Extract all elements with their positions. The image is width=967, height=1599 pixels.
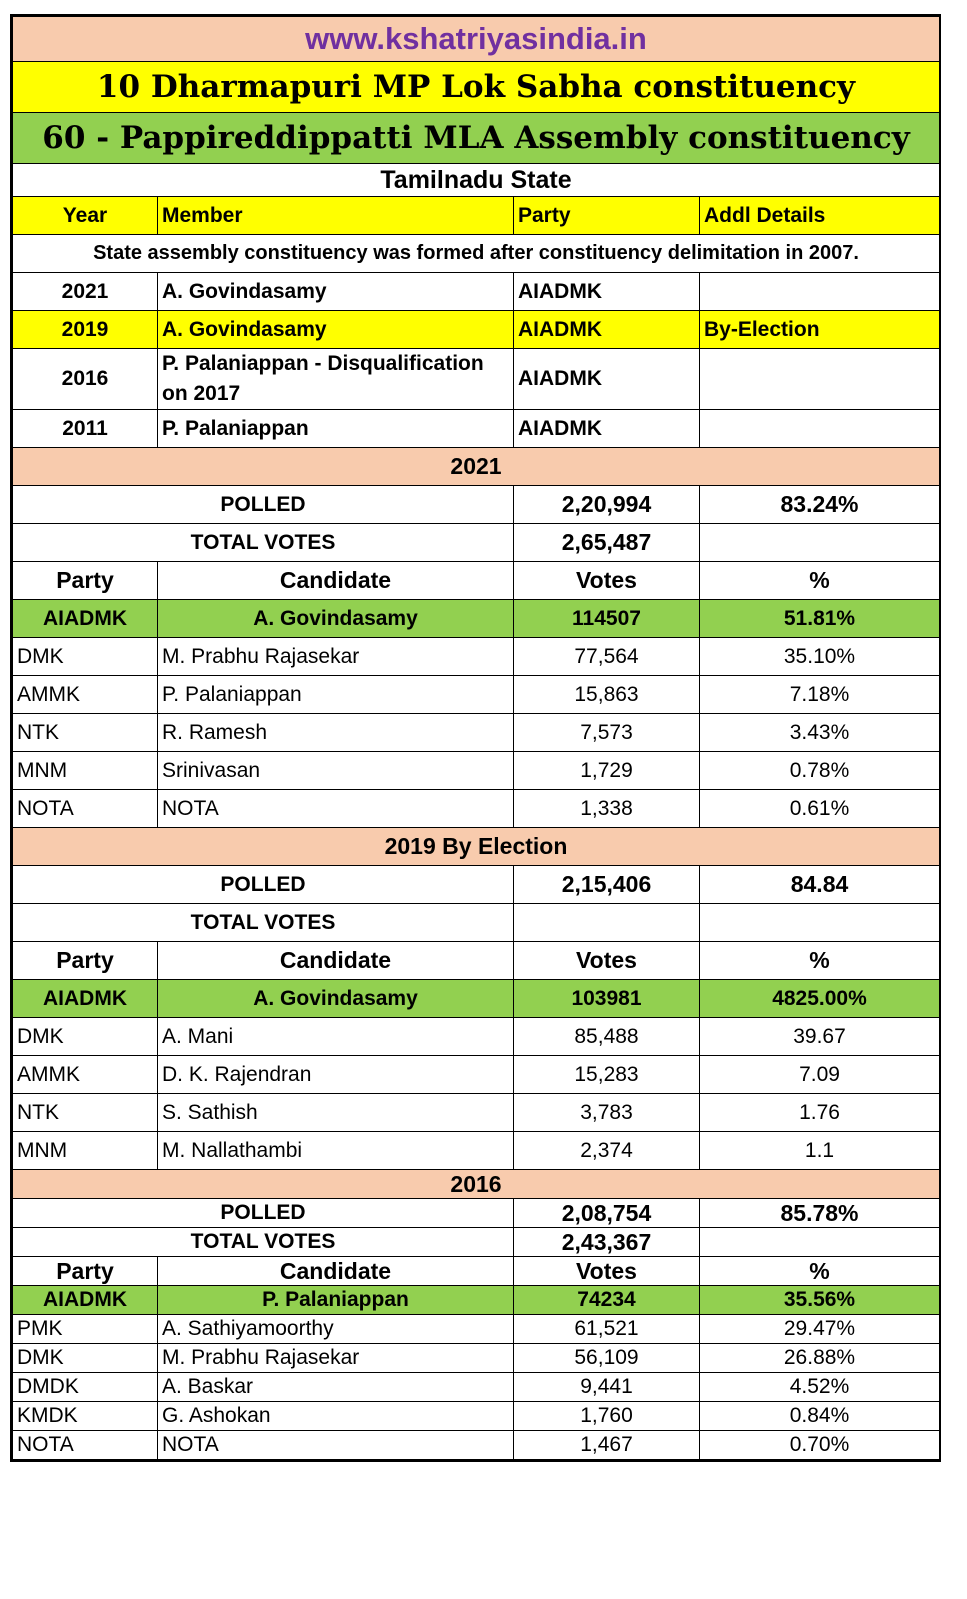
row-percent: 29.47%: [700, 1315, 940, 1344]
row-percent: 7.18%: [700, 676, 940, 714]
row-candidate: Srinivasan: [158, 752, 514, 790]
result-header-votes: Votes: [514, 562, 700, 600]
total-votes-row: [13, 904, 940, 942]
result-header-votes: Votes: [514, 1257, 700, 1286]
row-party: DMDK: [13, 1373, 158, 1402]
row-votes: 56,109: [514, 1344, 700, 1373]
row-votes: 15,863: [514, 676, 700, 714]
polled-value: 2,20,994: [514, 486, 700, 524]
polled-label: POLLED: [13, 1199, 514, 1228]
polled-value: 2,08,754: [514, 1199, 700, 1228]
member-party: AIADMK: [514, 410, 700, 448]
total-votes-row: [13, 524, 940, 562]
total-votes-value: [514, 904, 700, 942]
table-row: [13, 676, 940, 714]
total-votes-label: TOTAL VOTES: [13, 524, 514, 562]
row-votes: 9,441: [514, 1373, 700, 1402]
result-header-percent: %: [700, 942, 940, 980]
table-row: [13, 1373, 940, 1402]
row-party: NOTA: [13, 1431, 158, 1460]
polled-label: POLLED: [13, 866, 514, 904]
row-candidate: G. Ashokan: [158, 1402, 514, 1431]
member-name: P. Palaniappan: [158, 410, 514, 448]
total-votes-empty: [700, 904, 940, 942]
result-header-percent: %: [700, 562, 940, 600]
member-row: [13, 349, 940, 410]
result-header-party: Party: [13, 1257, 158, 1286]
table-row: [13, 1344, 940, 1373]
winner-candidate: A. Govindasamy: [158, 600, 514, 638]
row-votes: 1,729: [514, 752, 700, 790]
member-year: 2019: [13, 311, 158, 349]
result-header-party: Party: [13, 562, 158, 600]
members-header-row: [13, 197, 940, 235]
row-candidate: S. Sathish: [158, 1094, 514, 1132]
row-votes: 1,760: [514, 1402, 700, 1431]
row-percent: 26.88%: [700, 1344, 940, 1373]
member-details: [700, 349, 940, 410]
member-row: [13, 311, 940, 349]
table-row: [13, 752, 940, 790]
table-row: [13, 1132, 940, 1170]
members-header-details: Addl Details: [700, 197, 940, 235]
total-votes-label: TOTAL VOTES: [13, 1228, 514, 1257]
total-votes-value: 2,43,367: [514, 1228, 700, 1257]
election-2019-title: 2019 By Election: [13, 828, 940, 866]
row-candidate: A. Sathiyamoorthy: [158, 1315, 514, 1344]
row-party: DMK: [13, 638, 158, 676]
winner-candidate: A. Govindasamy: [158, 980, 514, 1018]
polled-label: POLLED: [13, 486, 514, 524]
row-candidate: NOTA: [158, 1431, 514, 1460]
row-candidate: A. Baskar: [158, 1373, 514, 1402]
row-candidate: M. Nallathambi: [158, 1132, 514, 1170]
row-candidate: R. Ramesh: [158, 714, 514, 752]
total-votes-value: 2,65,487: [514, 524, 700, 562]
member-year: 2016: [13, 349, 158, 410]
member-party: AIADMK: [514, 273, 700, 311]
table-row: [13, 1315, 940, 1344]
row-percent: 35.10%: [700, 638, 940, 676]
row-percent: 0.61%: [700, 790, 940, 828]
row-candidate: P. Palaniappan: [158, 676, 514, 714]
polled-percent: 85.78%: [700, 1199, 940, 1228]
row-percent: 7.09: [700, 1056, 940, 1094]
winner-percent: 4825.00%: [700, 980, 940, 1018]
row-party: NOTA: [13, 790, 158, 828]
member-details: [700, 273, 940, 311]
row-votes: 61,521: [514, 1315, 700, 1344]
result-header-candidate: Candidate: [158, 562, 514, 600]
constituency-table: [12, 16, 940, 1460]
winner-row: [13, 600, 940, 638]
winner-party: AIADMK: [13, 980, 158, 1018]
row-votes: 2,374: [514, 1132, 700, 1170]
result-header-party: Party: [13, 942, 158, 980]
table-row: [13, 790, 940, 828]
winner-votes: 114507: [514, 600, 700, 638]
winner-candidate: P. Palaniappan: [158, 1286, 514, 1315]
lok-sabha-title: 10 Dharmapuri MP Lok Sabha constituency: [13, 62, 940, 113]
member-party: AIADMK: [514, 311, 700, 349]
row-party: PMK: [13, 1315, 158, 1344]
table-row: [13, 1431, 940, 1460]
members-header-year: Year: [13, 197, 158, 235]
member-year: 2011: [13, 410, 158, 448]
row-candidate: NOTA: [158, 790, 514, 828]
table-row: [13, 714, 940, 752]
result-header-percent: %: [700, 1257, 940, 1286]
row-votes: 3,783: [514, 1094, 700, 1132]
total-votes-label: TOTAL VOTES: [13, 904, 514, 942]
member-name: P. Palaniappan - Disqualification on 2017: [158, 349, 514, 410]
row-party: KMDK: [13, 1402, 158, 1431]
polled-row: [13, 486, 940, 524]
winner-party: AIADMK: [13, 1286, 158, 1315]
winner-party: AIADMK: [13, 600, 158, 638]
total-votes-empty: [700, 1228, 940, 1257]
election-2021-title: 2021: [13, 448, 940, 486]
polled-percent: 84.84: [700, 866, 940, 904]
result-header-votes: Votes: [514, 942, 700, 980]
total-votes-row: [13, 1228, 940, 1257]
row-party: DMK: [13, 1344, 158, 1373]
table-row: [13, 1402, 940, 1431]
member-name: A. Govindasamy: [158, 273, 514, 311]
row-party: AMMK: [13, 676, 158, 714]
member-details: [700, 410, 940, 448]
constituency-sheet: [10, 14, 941, 1462]
member-name: A. Govindasamy: [158, 311, 514, 349]
members-header-party: Party: [514, 197, 700, 235]
table-row: [13, 1094, 940, 1132]
member-row: [13, 410, 940, 448]
row-percent: 4.52%: [700, 1373, 940, 1402]
result-header-candidate: Candidate: [158, 1257, 514, 1286]
winner-row: [13, 980, 940, 1018]
row-votes: 1,467: [514, 1431, 700, 1460]
formation-note: State assembly constituency was formed after constituency delimitation in 2007.: [13, 235, 940, 273]
polled-row: [13, 1199, 940, 1228]
member-year: 2021: [13, 273, 158, 311]
row-party: MNM: [13, 752, 158, 790]
winner-votes: 74234: [514, 1286, 700, 1315]
row-percent: 0.70%: [700, 1431, 940, 1460]
site-url: www.kshatriyasindia.in: [13, 17, 940, 62]
total-votes-empty: [700, 524, 940, 562]
row-percent: 1.1: [700, 1132, 940, 1170]
polled-row: [13, 866, 940, 904]
assembly-title: 60 - Pappireddippatti MLA Assembly constituency: [13, 113, 940, 164]
member-details: By-Election: [700, 311, 940, 349]
row-votes: 7,573: [514, 714, 700, 752]
row-candidate: M. Prabhu Rajasekar: [158, 638, 514, 676]
row-party: MNM: [13, 1132, 158, 1170]
row-votes: 1,338: [514, 790, 700, 828]
winner-row: [13, 1286, 940, 1315]
result-header-row: [13, 562, 940, 600]
members-header-member: Member: [158, 197, 514, 235]
member-row: [13, 273, 940, 311]
polled-percent: 83.24%: [700, 486, 940, 524]
row-percent: 3.43%: [700, 714, 940, 752]
row-party: NTK: [13, 1094, 158, 1132]
row-party: DMK: [13, 1018, 158, 1056]
row-votes: 15,283: [514, 1056, 700, 1094]
row-percent: 0.78%: [700, 752, 940, 790]
member-party: AIADMK: [514, 349, 700, 410]
table-row: [13, 1018, 940, 1056]
row-votes: 77,564: [514, 638, 700, 676]
result-header-row: [13, 942, 940, 980]
row-votes: 85,488: [514, 1018, 700, 1056]
row-candidate: A. Mani: [158, 1018, 514, 1056]
winner-percent: 35.56%: [700, 1286, 940, 1315]
row-party: AMMK: [13, 1056, 158, 1094]
table-row: [13, 1056, 940, 1094]
row-candidate: M. Prabhu Rajasekar: [158, 1344, 514, 1373]
row-percent: 0.84%: [700, 1402, 940, 1431]
result-header-candidate: Candidate: [158, 942, 514, 980]
row-candidate: D. K. Rajendran: [158, 1056, 514, 1094]
state-title: Tamilnadu State: [13, 164, 940, 197]
election-2016-title: 2016: [13, 1170, 940, 1199]
winner-votes: 103981: [514, 980, 700, 1018]
row-party: NTK: [13, 714, 158, 752]
polled-value: 2,15,406: [514, 866, 700, 904]
result-header-row: [13, 1257, 940, 1286]
winner-percent: 51.81%: [700, 600, 940, 638]
row-percent: 1.76: [700, 1094, 940, 1132]
table-row: [13, 638, 940, 676]
row-percent: 39.67: [700, 1018, 940, 1056]
